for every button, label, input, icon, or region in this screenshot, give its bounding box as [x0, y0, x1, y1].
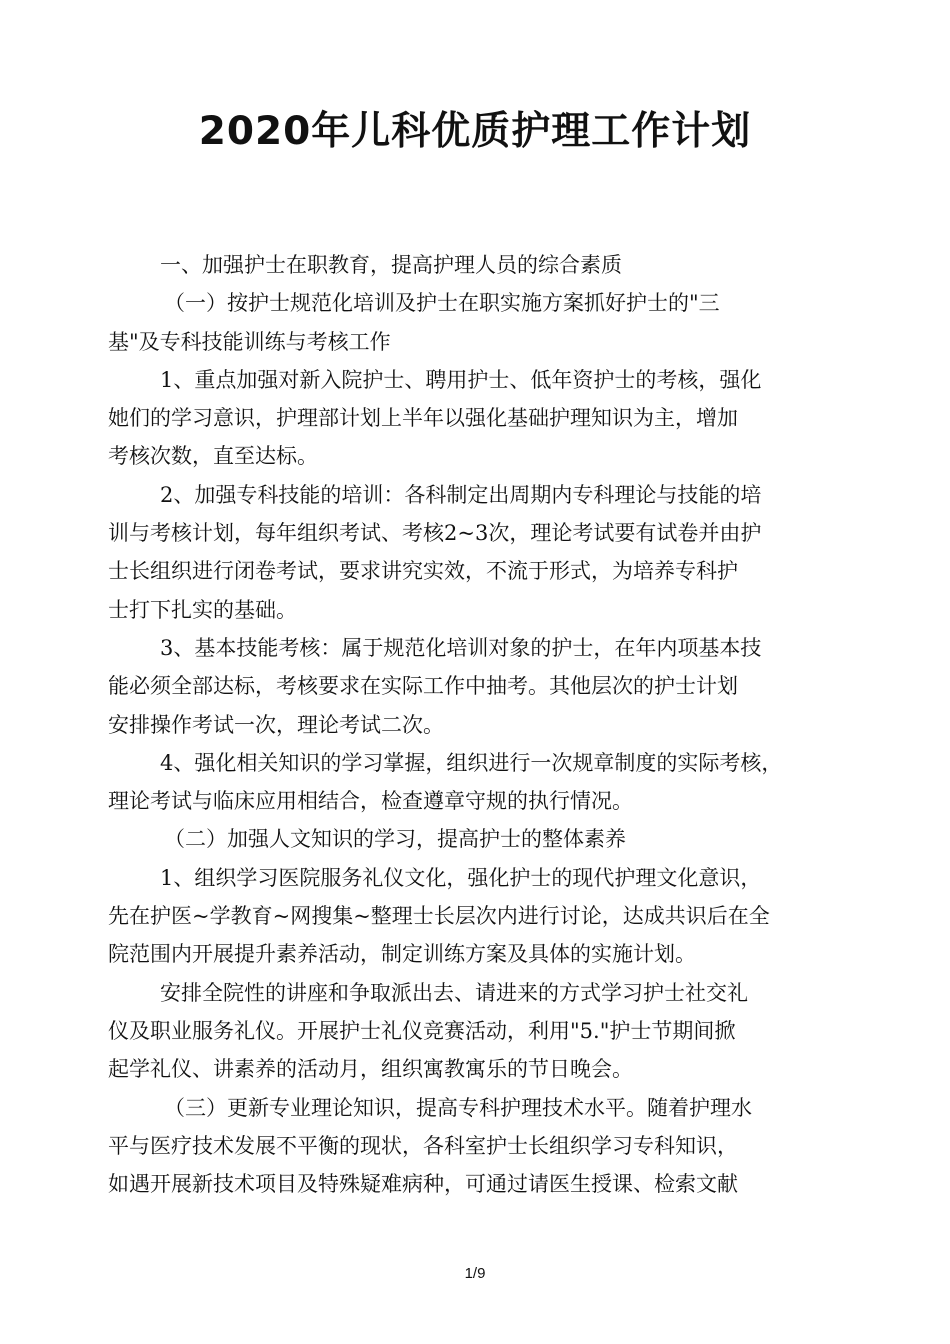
paragraph-line: 1、组织学习医院服务礼仪文化，强化护士的现代护理文化意识， [160, 865, 762, 890]
paragraph-line: 安排全院性的讲座和争取派出去、请进来的方式学习护士社交礼 [160, 980, 748, 1005]
paragraph-line: 先在护医~学教育~网搜集~整理士长层次内进行讨论，达成共识后在全 [108, 904, 770, 929]
page-number: 1/9 [464, 1265, 486, 1282]
paragraph-line: 如遇开展新技术项目及特殊疑难病种，可通过请医生授课、检索文献 [108, 1172, 738, 1197]
document-body [108, 246, 848, 1203]
paragraph-line: 能必须全部达标，考核要求在实际工作中抽考。其他层次的护士计划 [108, 674, 738, 699]
subsection-heading: （一）按护士规范化培训及护士在职实施方案抓好护士的"三 [164, 291, 720, 316]
paragraph-line: 基"及专科技能训练与考核工作 [108, 329, 391, 354]
paragraph-line: 4、强化相关知识的学习掌握，组织进行一次规章制度的实际考核， [160, 750, 783, 775]
document-title: 2020年儿科优质护理工作计划 [198, 109, 752, 154]
paragraph-line: 3、基本技能考核：属于规范化培训对象的护士，在年内项基本技 [160, 635, 762, 660]
paragraph-line: 训与考核计划，每年组织考试、考核2~3次，理论考试要有试卷并由护 [108, 521, 762, 546]
paragraph-line: 平与医疗技术发展不平衡的现状，各科室护士长组织学习专科知识， [108, 1133, 738, 1158]
paragraph-line: 仪及职业服务礼仪。开展护士礼仪竞赛活动，利用"5."护士节期间掀 [108, 1018, 736, 1043]
paragraph-line: 2、加强专科技能的培训：各科制定出周期内专科理论与技能的培 [160, 482, 762, 507]
subsection-heading: （三）更新专业理论知识，提高专科护理技术水平。随着护理水 [164, 1095, 752, 1120]
paragraph-line: 安排操作考试一次，理论考试二次。 [108, 712, 444, 737]
paragraph-line: 士打下扎实的基础。 [108, 597, 297, 622]
subsection-heading: （二）加强人文知识的学习，提高护士的整体素养 [164, 827, 626, 852]
paragraph-line: 考核次数，直至达标。 [108, 444, 318, 469]
paragraph-line: 士长组织进行闭卷考试，要求讲究实效，不流于形式，为培养专科护 [108, 559, 738, 584]
paragraph-line: 1、重点加强对新入院护士、聘用护士、低年资护士的考核，强化 [160, 367, 762, 392]
paragraph-line: 她们的学习意识，护理部计划上半年以强化基础护理知识为主，增加 [108, 406, 738, 431]
paragraph-line: 院范围内开展提升素养活动，制定训练方案及具体的实施计划。 [108, 942, 696, 967]
paragraph-line: 起学礼仪、讲素养的活动月，组织寓教寓乐的节日晚会。 [108, 1057, 633, 1082]
section-heading: 一、加强护士在职教育，提高护理人员的综合素质 [160, 253, 622, 277]
paragraph-line: 理论考试与临床应用相结合，检查遵章守规的执行情况。 [108, 789, 633, 814]
